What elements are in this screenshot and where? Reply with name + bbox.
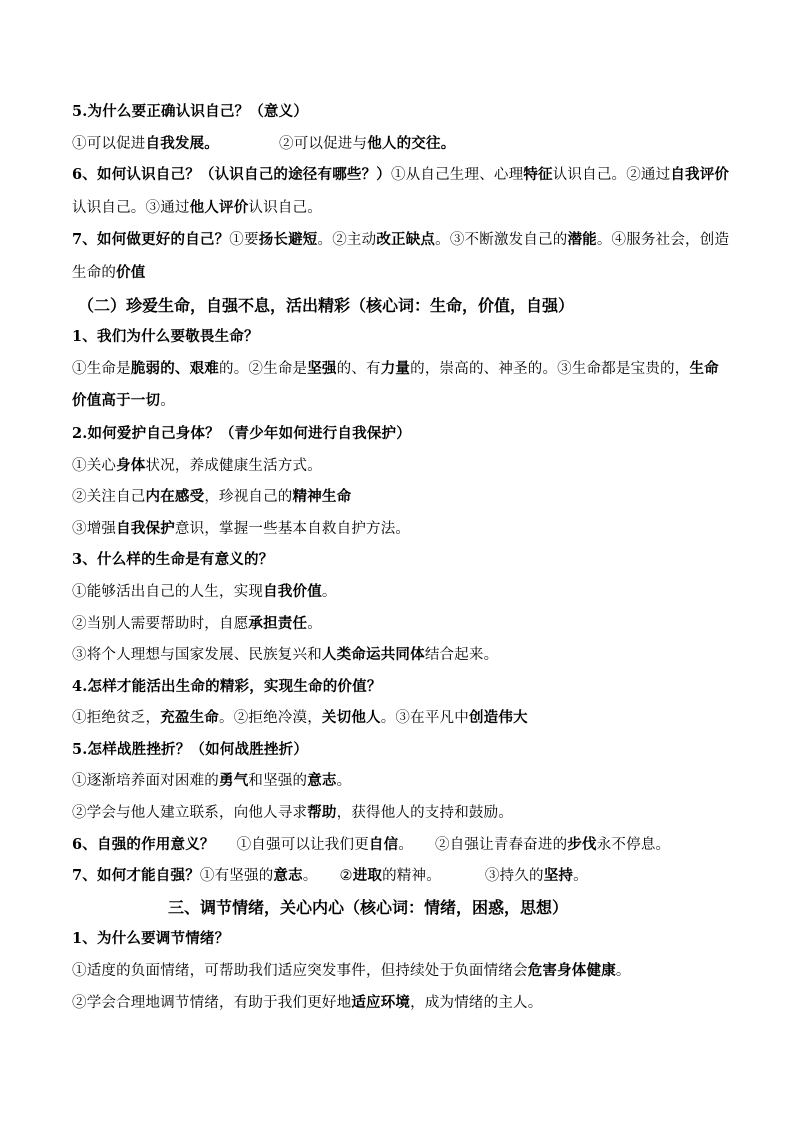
question-line: 6、自强的作用意义？ ①自强可以让我们更自信。 ②自强让青春奋进的步伐永不停息。 <box>72 835 671 853</box>
question-title: 7、如何做更好的自己？ <box>72 231 230 249</box>
question-title: 1、为什么要调节情绪？ <box>72 930 230 948</box>
answer-line: ②关注自己内在感受，珍视自己的精神生命 <box>72 488 352 506</box>
question-line: 7、如何才能自强？①有坚强的意志。 ②进取的精神。 ③持久的坚持。 <box>72 867 588 885</box>
document-page <box>72 96 732 1018</box>
question-title: 6、自强的作用意义？ <box>72 835 215 853</box>
section-heading: （二）珍爱生命，自强不息，活出精彩（核心词：生命，价值，自强） <box>78 295 575 315</box>
answer-line: ①适度的负面情绪，可帮助我们适应突发事件，但持续处于负面情绪会危害身体健康。 <box>72 962 631 980</box>
answer-line: ①关心身体状况，养成健康生活方式。 <box>72 456 322 474</box>
section-heading: 三、调节情绪，关心内心（核心词：情绪，困惑，思想） <box>168 897 569 917</box>
question-paragraph: 6、如何认识自己？（认识自己的途径有哪些？）①从自己生理、心理特征认识自己。②通过自我评价认识自己。③通过他人评价认识自己。 <box>72 166 730 216</box>
question-title: 4.怎样才能活出生命的精彩，实现生命的价值？ <box>72 677 382 695</box>
answer-line: ③增强自我保护意识，掌握一些基本自救自护方法。 <box>72 519 411 537</box>
question-title: 5.怎样战胜挫折？（如何战胜挫折） <box>72 740 309 758</box>
question-title: 3、什么样的生命是有意义的？ <box>72 551 274 569</box>
question-title: 2.如何爱护自己身体？（青少年如何进行自我保护） <box>72 424 411 442</box>
question-title: 1、我们为什么要敬畏生命？ <box>72 328 259 346</box>
answer-paragraph: ①生命是脆弱的、艰难的。②生命是坚强的、有力量的，崇高的、神圣的。③生命都是宝贵的，生命价值高于一切。 <box>72 359 719 410</box>
question-title: 5.为什么要正确认识自己？（意义） <box>72 103 309 120</box>
answer-line: ①逐渐培养面对困难的勇气和坚强的意志。 <box>72 772 352 790</box>
answer-line: ①拒绝贫乏，充盈生命。②拒绝冷漠，关切他人。③在平凡中创造伟大 <box>72 709 528 727</box>
answer-line: ①可以促进自我发展。 ②可以促进与他人的交往。 <box>72 134 456 152</box>
answer-line: ②当别人需要帮助时，自愿承担责任。 <box>72 614 322 632</box>
question-paragraph: 7、如何做更好的自己？①要扬长避短。②主动改正缺点。③不断激发自己的潜能。④服务社会，创造生命的价值 <box>72 231 730 281</box>
answer-line: ③将个人理想与国家发展、民族复兴和人类命运共同体结合起来。 <box>72 646 499 664</box>
question-title: 6、如何认识自己？（认识自己的途径有哪些？） <box>72 166 391 184</box>
answer-line: ②学会与他人建立联系，向他人寻求帮助，获得他人的支持和鼓励。 <box>72 804 514 822</box>
answer-line: ①能够活出自己的人生，实现自我价值。 <box>72 582 337 600</box>
question-title: 7、如何才能自强？ <box>72 867 200 885</box>
answer-line: ②学会合理地调节情绪，有助于我们更好地适应环境，成为情绪的主人。 <box>72 993 543 1011</box>
